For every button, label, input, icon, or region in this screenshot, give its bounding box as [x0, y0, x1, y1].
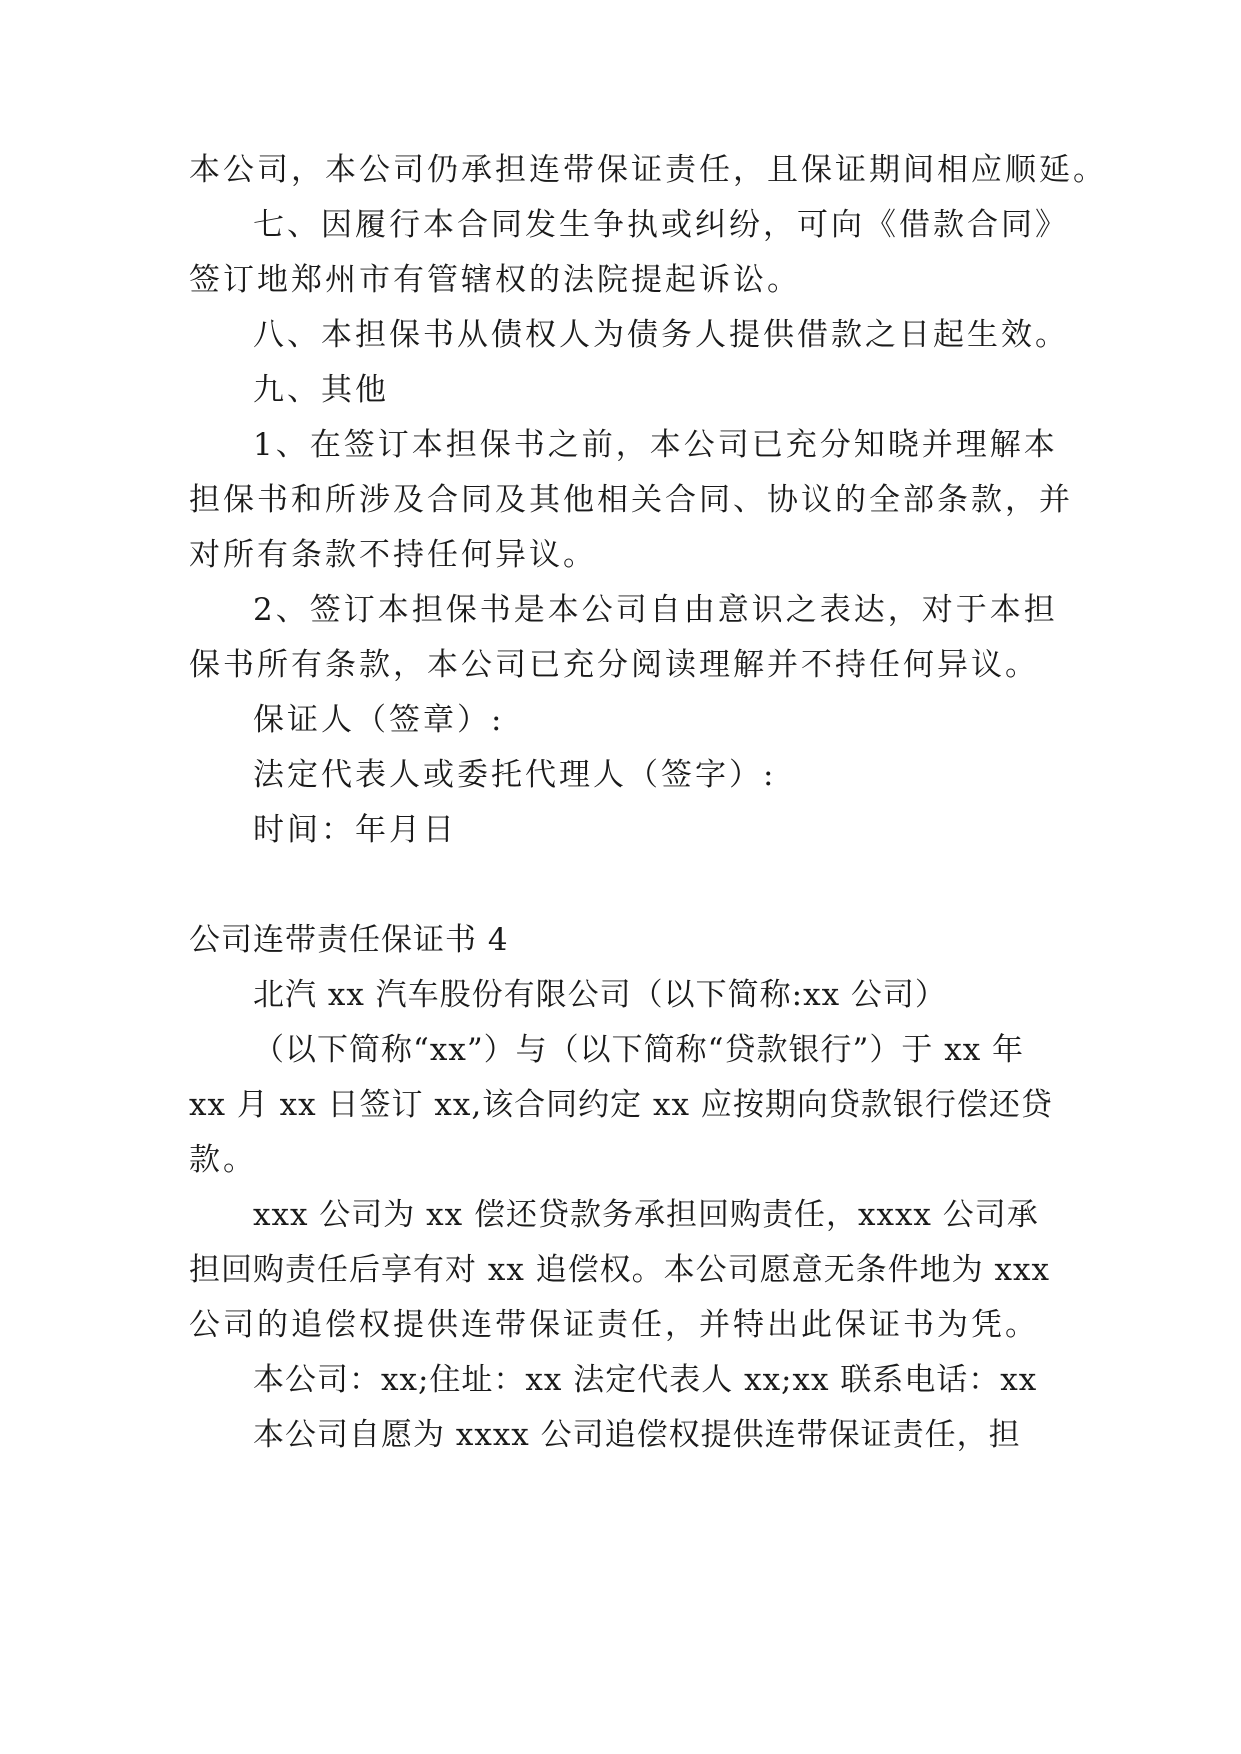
representative-signature-label: 法定代表人或委托代理人（签字）:: [253, 757, 777, 793]
sub-clause-one: 1、在签订本担保书之前，本公司已充分知晓并理解本: [253, 427, 1058, 463]
paragraph-line: 对所有条款不持任何异议。: [189, 537, 597, 573]
paragraph-line: 签订地郑州市有管辖权的法院提起诉讼。: [189, 262, 801, 298]
clause-eight: 八、本担保书从债权人为债务人提供借款之日起生效。: [253, 317, 1069, 353]
paragraph-line: （以下简称“xx”）与（以下简称“贷款银行”）于 xx 年: [253, 1032, 1025, 1068]
clause-nine-heading: 九、其他: [253, 372, 389, 408]
paragraph-line: 款。: [189, 1142, 257, 1178]
paragraph-line: xx 月 xx 日签订 xx,该合同约定 xx 应按期向贷款银行偿还贷: [189, 1087, 1053, 1123]
paragraph-line: 本公司自愿为 xxxx 公司追偿权提供连带保证责任，担: [253, 1417, 1021, 1453]
paragraph-line: 保书所有条款，本公司已充分阅读理解并不持任何异议。: [189, 647, 1039, 683]
clause-seven: 七、因履行本合同发生争执或纠纷，可向《借款合同》: [253, 207, 1069, 243]
paragraph-line: xxx 公司为 xx 偿还贷款务承担回购责任，xxxx 公司承: [253, 1197, 1039, 1233]
paragraph-line: 公司的追偿权提供连带保证责任，并特出此保证书为凭。: [189, 1307, 1039, 1343]
paragraph-line: 担保书和所涉及合同及其他相关合同、协议的全部条款，并: [189, 482, 1073, 518]
sub-clause-two: 2、签订本担保书是本公司自由意识之表达，对于本担: [253, 592, 1058, 628]
paragraph-line: 北汽 xx 汽车股份有限公司（以下简称:xx 公司）: [253, 977, 947, 1013]
paragraph-line: 担回购责任后享有对 xx 追偿权。本公司愿意无条件地为 xxx: [189, 1252, 1050, 1288]
paragraph-line: 本公司，本公司仍承担连带保证责任，且保证期间相应顺延。: [189, 152, 1107, 188]
section-title: 公司连带责任保证书 4: [189, 922, 509, 958]
paragraph-line: 本公司：xx;住址：xx 法定代表人 xx;xx 联系电话：xx: [253, 1362, 1038, 1398]
date-label: 时间：年月日: [253, 812, 457, 848]
guarantor-signature-label: 保证人（签章）:: [253, 702, 505, 738]
